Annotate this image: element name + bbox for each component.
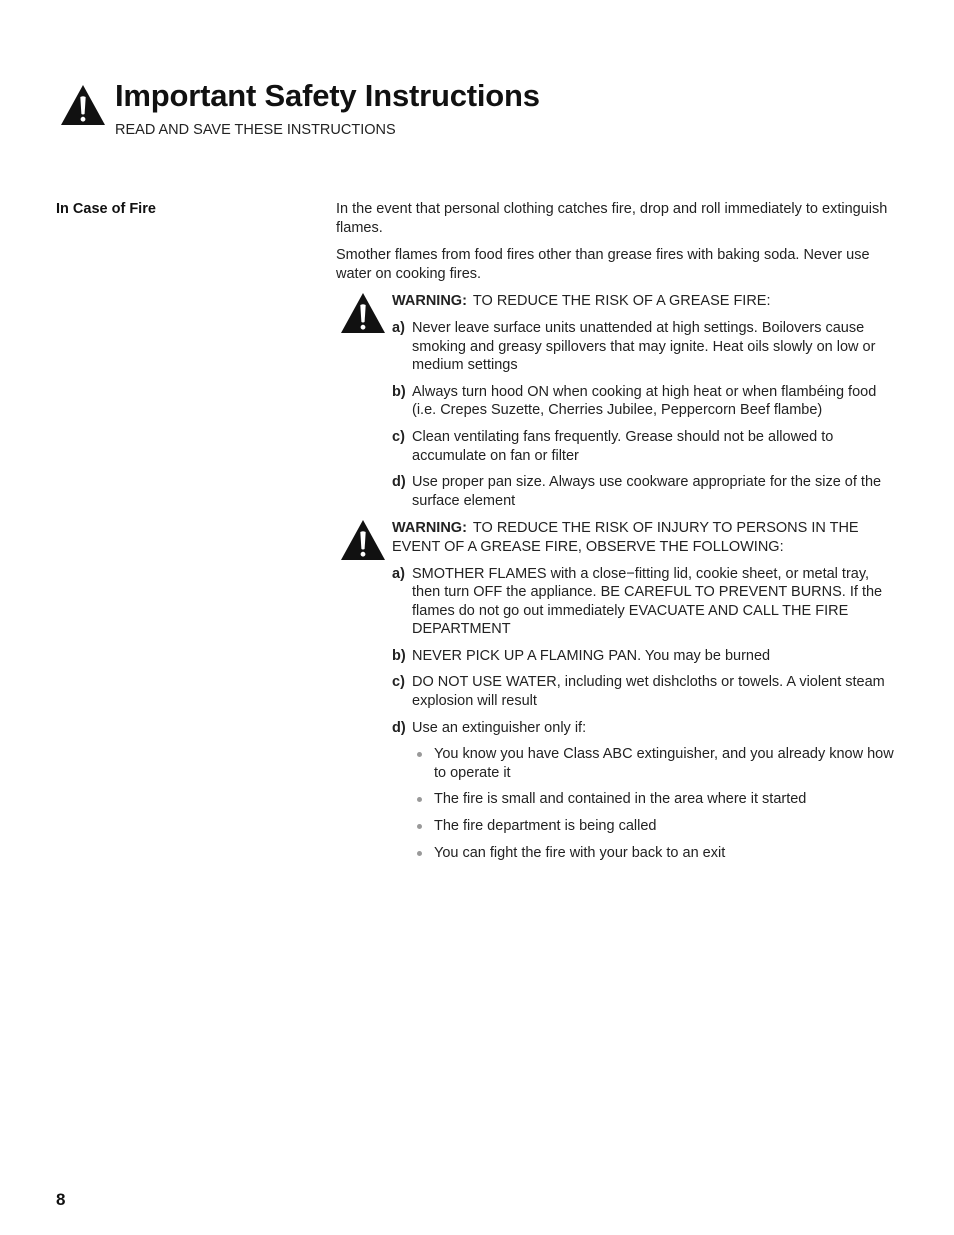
- item-letter: d): [392, 719, 406, 736]
- warning-triangle-icon: [60, 84, 106, 126]
- item-letter: d): [392, 474, 406, 491]
- warning-triangle-icon: [340, 519, 386, 561]
- warning-label: WARNING:: [392, 293, 467, 310]
- warning-block: [336, 292, 901, 510]
- list-item: [392, 473, 901, 510]
- list-item: [392, 383, 901, 420]
- paragraph: In the event that personal clothing catches fire, drop and roll immediately to extinguish flames.: [336, 201, 888, 236]
- item-text: Use proper pan size. Always use cookware appropriate for the size of the surface element: [412, 474, 882, 509]
- warning-heading: [392, 292, 901, 311]
- bullet-text: The fire is small and contained in the area where it started: [434, 791, 807, 808]
- section-body: [336, 200, 901, 871]
- warning-block: [336, 519, 901, 862]
- bullet-text: The fire department is being called: [434, 818, 657, 835]
- item-text: Use an extinguisher only if:: [412, 719, 587, 736]
- item-text: SMOTHER FLAMES with a close−fitting lid, cookie sheet, or metal tray, then turn OFF the appliance. BE CAREFUL TO PREVENT BURNS. If the flames do not go out immediately EVACUATE AND CALL THE FIRE DEPARTMENT: [412, 565, 883, 638]
- list-item: [392, 319, 901, 375]
- page-subtitle: READ AND SAVE THESE INSTRUCTIONS: [115, 122, 396, 138]
- warning-label: WARNING:: [392, 520, 467, 537]
- bullet-item: [414, 790, 901, 809]
- list-item: [392, 428, 901, 465]
- item-letter: c): [392, 428, 405, 445]
- section-heading: In Case of Fire: [56, 201, 156, 217]
- list-item: [392, 673, 901, 710]
- list-item: [392, 647, 901, 666]
- item-text: DO NOT USE WATER, including wet dishcloths or towels. A violent steam explosion will result: [412, 674, 885, 710]
- item-text: NEVER PICK UP A FLAMING PAN. You may be burned: [412, 647, 771, 664]
- page-title: Important Safety Instructions: [115, 78, 540, 113]
- page-number: 8: [56, 1190, 66, 1209]
- bullet-item: [414, 817, 901, 836]
- item-text: Clean ventilating fans frequently. Grease should not be allowed to accumulate on fan or filter: [412, 428, 834, 464]
- list-item: [392, 565, 901, 639]
- item-letter: a): [392, 565, 405, 582]
- list-item: [392, 719, 901, 738]
- bullet-list: [392, 745, 901, 862]
- bullet-item: [414, 844, 901, 863]
- bullet-dot-icon: [417, 851, 422, 856]
- item-text: Always turn hood ON when cooking at high heat or when flambéing food (i.e. Crepes Suzette, Cherries Jubilee, Peppercorn Beef flambe): [412, 383, 877, 419]
- bullet-text: You know you have Class ABC extinguisher, and you already know how to operate it: [434, 746, 894, 781]
- warning-heading: [392, 519, 901, 556]
- warning-text: TO REDUCE THE RISK OF INJURY TO PERSONS IN THE EVENT OF A GREASE FIRE, OBSERVE THE FOLLOWING:: [392, 520, 859, 555]
- warning-text: TO REDUCE THE RISK OF A GREASE FIRE:: [472, 293, 771, 310]
- bullet-item: [414, 745, 901, 782]
- item-letter: b): [392, 647, 406, 664]
- bullet-dot-icon: [417, 824, 422, 829]
- paragraph: Smother flames from food fires other than grease fires with baking soda. Never use water on cooking fires.: [336, 247, 870, 282]
- bullet-dot-icon: [417, 752, 422, 757]
- warning-triangle-icon: [340, 292, 386, 334]
- item-text: Never leave surface units unattended at high settings. Boilovers cause smoking and greasy spillovers that may ignite. Heat oils slowly on low or medium settings: [412, 319, 876, 374]
- item-letter: b): [392, 383, 406, 400]
- bullet-dot-icon: [417, 797, 422, 802]
- item-letter: a): [392, 319, 405, 336]
- bullet-text: You can fight the fire with your back to an exit: [434, 844, 726, 861]
- item-letter: c): [392, 674, 405, 691]
